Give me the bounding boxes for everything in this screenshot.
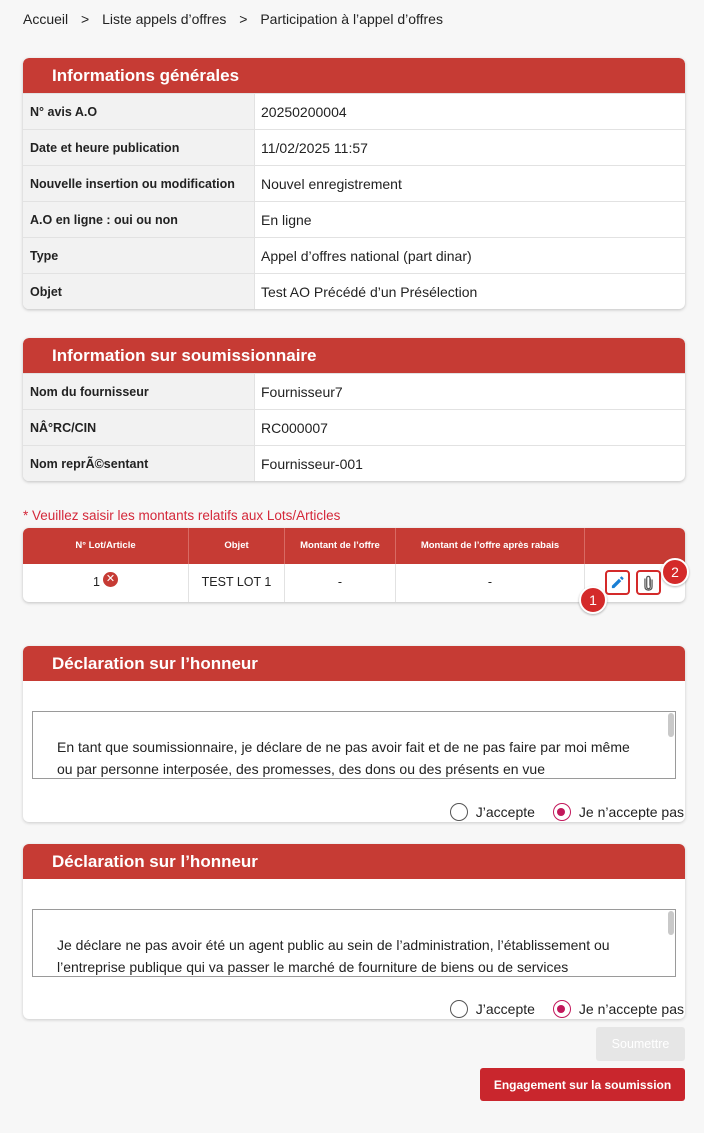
declaration-card-2 [23, 844, 685, 1019]
breadcrumb-separator: > [81, 11, 90, 27]
declaration-card-1 [23, 646, 685, 822]
accept-label: J’accepte [475, 1001, 535, 1017]
bidder-value: Fournisseur7 [261, 384, 343, 400]
declaration-text: Je déclare ne pas avoir été un agent public au sein de l’administration, l’établissement ou l’entreprise publique qui va passer le marché de fourniture de biens ou de services [57, 937, 610, 975]
pencil-icon [610, 575, 625, 590]
info-value: Appel d’offres national (part dinar) [261, 248, 472, 264]
info-label: Date et heure publication [23, 130, 255, 165]
bidder-label: Nom du fournisseur [23, 374, 255, 409]
edit-lot-button[interactable] [605, 570, 630, 595]
info-value: 20250200004 [261, 104, 347, 120]
scrollbar-thumb[interactable] [668, 713, 674, 737]
info-value: 11/02/2025 11:57 [261, 140, 368, 156]
annotation-badge-1: 1 [579, 586, 607, 614]
info-label: N° avis A.O [23, 94, 255, 129]
info-row-type [23, 237, 685, 273]
attach-file-button[interactable] [636, 570, 661, 595]
lot-discount-amount-cell: - [396, 564, 585, 602]
declaration-text: En tant que soumissionnaire, je déclare de ne pas avoir fait et de ne pas faire par moi même ou par personne interposée, des promesses, des dons ou des présents en vue [57, 739, 630, 777]
declaration-radio-group [450, 802, 684, 822]
bidder-row-supplier-name [23, 373, 685, 409]
breadcrumb-home[interactable]: Accueil [23, 11, 69, 27]
lots-header [23, 528, 685, 564]
info-label: Nouvelle insertion ou modification [23, 166, 255, 201]
info-row-object [23, 273, 685, 309]
reject-option[interactable] [553, 803, 684, 821]
scrollbar-thumb[interactable] [668, 911, 674, 935]
bidder-info-title: Information sur soumissionnaire [23, 338, 685, 373]
paperclip-icon [641, 575, 656, 591]
column-discounted-amount: Montant de l’offre après rabais [396, 528, 585, 564]
accept-option[interactable] [450, 1000, 535, 1018]
column-lot-number: N° Lot/Article [23, 528, 189, 564]
bidder-row-representative [23, 445, 685, 481]
info-row-online [23, 201, 685, 237]
column-offer-amount: Montant de l’offre [285, 528, 396, 564]
reject-option[interactable] [553, 1000, 684, 1018]
accept-option[interactable] [450, 803, 535, 821]
info-value: En ligne [261, 212, 312, 228]
general-info-title: Informations générales [23, 58, 685, 93]
bidder-value: Fournisseur-001 [261, 456, 363, 472]
info-value: Test AO Précédé d’un Présélection [261, 284, 478, 300]
accept-label: J’accepte [475, 804, 535, 820]
breadcrumb-separator: > [239, 11, 248, 27]
declaration-title: Déclaration sur l’honneur [23, 646, 685, 681]
lot-amount-cell: - [285, 564, 396, 602]
reject-label: Je n’accepte pas [578, 804, 684, 820]
info-row-publication-date [23, 129, 685, 165]
lots-table [23, 528, 685, 608]
lots-warning: * Veuillez saisir les montants relatifs aux Lots/Articles [23, 508, 341, 523]
declaration-text-box[interactable] [32, 711, 676, 779]
reject-radio[interactable] [553, 803, 571, 821]
reject-label: Je n’accepte pas [578, 1001, 684, 1017]
accept-radio[interactable] [450, 1000, 468, 1018]
lot-number: 1 [93, 575, 100, 589]
declaration-title: Déclaration sur l’honneur [23, 844, 685, 879]
info-row-tender-number [23, 93, 685, 129]
lot-number-cell [23, 564, 189, 602]
bidder-label: NÂ°RC/CIN [23, 410, 255, 445]
error-x-icon: ✕ [103, 572, 118, 587]
info-label: A.O en ligne : oui ou non [23, 202, 255, 237]
info-label: Objet [23, 274, 255, 309]
breadcrumb [23, 11, 443, 27]
general-info-card [23, 58, 685, 309]
bidder-value: RC000007 [261, 420, 328, 436]
column-object: Objet [189, 528, 285, 564]
bidder-info-card [23, 338, 685, 481]
accept-radio[interactable] [450, 803, 468, 821]
lot-object-cell: TEST LOT 1 [189, 564, 285, 602]
reject-radio[interactable] [553, 1000, 571, 1018]
info-row-insertion-type [23, 165, 685, 201]
submit-button[interactable]: Soumettre [596, 1027, 685, 1061]
declaration-radio-group [450, 999, 684, 1019]
breadcrumb-current: Participation à l’appel d’offres [260, 11, 443, 27]
info-value: Nouvel enregistrement [261, 176, 402, 192]
breadcrumb-tender-list[interactable]: Liste appels d’offres [102, 11, 227, 27]
annotation-badge-2: 2 [661, 558, 689, 586]
bidder-row-rc-cin [23, 409, 685, 445]
info-label: Type [23, 238, 255, 273]
declaration-text-box[interactable] [32, 909, 676, 977]
engagement-button[interactable]: Engagement sur la soumission [480, 1068, 685, 1101]
bidder-label: Nom reprÃ©sentant [23, 446, 255, 481]
